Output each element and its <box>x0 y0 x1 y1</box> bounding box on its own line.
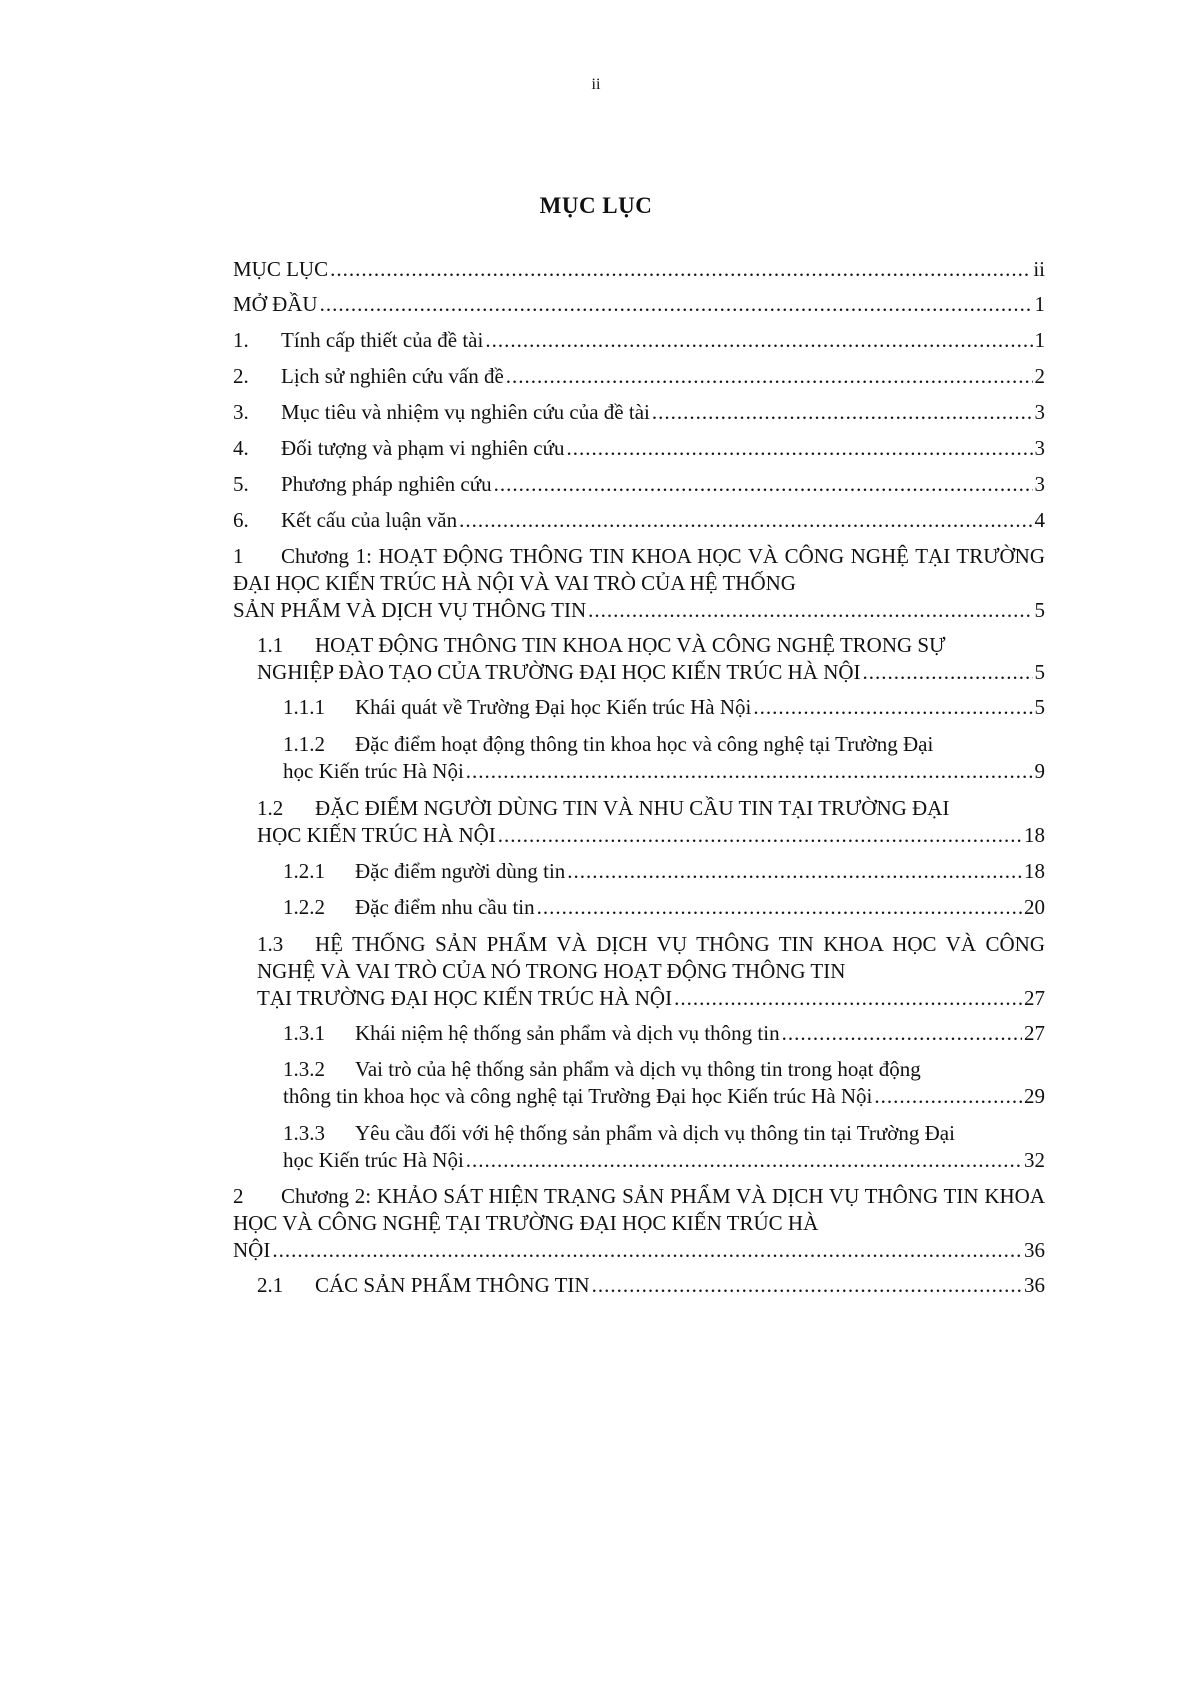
dot-leader <box>753 694 1032 721</box>
toc-entry-page: 36 <box>1024 1273 1045 1297</box>
toc-entry-number: 1.3 <box>257 932 284 956</box>
toc-entry-number: 2.1 <box>257 1273 284 1297</box>
page-number: ii <box>591 76 601 93</box>
dot-leader <box>485 327 1032 354</box>
dot-leader <box>272 1237 1022 1264</box>
dot-leader <box>498 822 1022 849</box>
dot-leader <box>330 256 1031 283</box>
toc-entry[interactable] <box>283 894 1045 921</box>
dot-leader <box>863 659 1033 686</box>
toc-entry-text-end: SẢN PHẨM VÀ DỊCH VỤ THÔNG TIN <box>233 598 587 622</box>
toc-entry-number: 1.1.1 <box>283 695 325 719</box>
toc-entry-text: MỤC LỤC <box>233 257 329 281</box>
toc-entry-number: 5. <box>233 472 249 496</box>
dot-leader <box>466 1147 1022 1174</box>
toc-entry[interactable] <box>283 858 1045 885</box>
toc-entry-page: 3 <box>1034 436 1045 460</box>
toc-entry[interactable] <box>233 507 1045 534</box>
toc-entry[interactable] <box>233 471 1045 498</box>
toc-entry[interactable] <box>233 291 1045 318</box>
toc-entry-number: 1.2.1 <box>283 859 325 883</box>
toc-entry-number: 1. <box>233 328 249 352</box>
toc-entry-page: 20 <box>1024 895 1045 919</box>
toc-entry-number: 1.3.1 <box>283 1021 325 1045</box>
dot-leader <box>320 291 1033 318</box>
toc-entry-number: 4. <box>233 436 249 460</box>
toc-entry-page: 18 <box>1024 823 1045 847</box>
dot-leader <box>652 399 1033 426</box>
toc-entry-text-end: học Kiến trúc Hà Nội <box>283 759 464 783</box>
toc-entry-page: 1 <box>1034 328 1045 352</box>
toc-entry-text: Mục tiêu và nhiệm vụ nghiên cứu của đề tài <box>281 400 650 424</box>
toc-entry[interactable] <box>257 632 1045 686</box>
dot-leader <box>592 1272 1022 1299</box>
toc-entry-text-end: NGHIỆP ĐÀO TẠO CỦA TRƯỜNG ĐẠI HỌC KIẾN TRÚC HÀ NỘI <box>257 660 861 684</box>
toc-entry-text: Kết cấu của luận văn <box>281 508 458 532</box>
toc-entry-number: 3. <box>233 400 249 424</box>
dot-leader <box>466 758 1033 785</box>
toc-entry-chapter[interactable] <box>233 1183 1045 1264</box>
toc-entry-text: Đối tượng và phạm vi nghiên cứu <box>281 436 565 460</box>
toc-entry-page: 27 <box>1024 986 1045 1010</box>
toc-entry-text: Đặc điểm nhu cầu tin <box>355 895 535 919</box>
toc-entry-text: CÁC SẢN PHẨM THÔNG TIN <box>315 1273 590 1297</box>
toc-entry-page: 1 <box>1034 292 1045 316</box>
toc-entry-text-end: học Kiến trúc Hà Nội <box>283 1148 464 1172</box>
dot-leader <box>567 858 1022 885</box>
toc-entry-number: 2. <box>233 364 249 388</box>
toc-entry-page: 3 <box>1034 400 1045 424</box>
toc-entry-text-end: NỘI <box>233 1238 271 1262</box>
toc-entry-number: 1.2.2 <box>283 895 325 919</box>
toc-entry-text: HOẠT ĐỘNG THÔNG TIN KHOA HỌC VÀ CÔNG NGHỆ TRONG SỰ <box>315 633 946 657</box>
toc-title: MỤC LỤC <box>539 193 653 218</box>
toc-entry-page: 9 <box>1034 759 1045 783</box>
toc-entry-number: 1.3.2 <box>283 1057 325 1081</box>
toc-entry-number: 1 <box>233 544 244 568</box>
toc-entry[interactable] <box>283 1120 1045 1174</box>
toc-entry[interactable] <box>233 435 1045 462</box>
toc-entry-text: Vai trò của hệ thống sản phẩm và dịch vụ thông tin trong hoạt động <box>355 1057 921 1081</box>
toc-entry-text: Đặc điểm hoạt động thông tin khoa học và công nghệ tại Trường Đại <box>355 732 934 756</box>
toc-entry-text: Phương pháp nghiên cứu <box>281 472 492 496</box>
toc-entry[interactable] <box>283 1020 1045 1047</box>
toc-entry-page: 5 <box>1034 660 1045 684</box>
toc-entry-page: 29 <box>1024 1084 1045 1108</box>
toc-entry-text: Chương 2: KHẢO SÁT HIỆN TRẠNG SẢN PHẨM VÀ DỊCH VỤ THÔNG TIN KHOA HỌC VÀ CÔNG NGHỆ TẠI TRƯỜNG ĐẠI HỌC KIẾN TRÚC HÀ <box>233 1184 1045 1235</box>
toc-entry-text: ĐẶC ĐIỂM NGƯỜI DÙNG TIN VÀ NHU CẦU TIN TẠI TRƯỜNG ĐẠI <box>315 796 950 820</box>
toc-entry-page: 5 <box>1034 598 1045 622</box>
toc-entry-text: Lịch sử nghiên cứu vấn đề <box>281 364 504 388</box>
toc-entry-text-end: thông tin khoa học và công nghệ tại Trường Đại học Kiến trúc Hà Nội <box>283 1084 873 1108</box>
toc-entry-text: Đặc điểm người dùng tin <box>355 859 566 883</box>
toc-entry-page: 18 <box>1024 859 1045 883</box>
toc-entry-number: 1.1.2 <box>283 732 325 756</box>
toc-entry[interactable] <box>233 327 1045 354</box>
toc-entry-number: 1.2 <box>257 796 284 820</box>
toc-entry[interactable] <box>257 1272 1045 1299</box>
dot-leader <box>537 894 1022 921</box>
toc-entry[interactable] <box>257 795 1045 849</box>
toc-entry-page: 32 <box>1024 1148 1045 1172</box>
toc-entry-number: 1.1 <box>257 633 284 657</box>
toc-entry-text: Yêu cầu đối với hệ thống sản phẩm và dịch vụ thông tin tại Trường Đại <box>355 1121 955 1145</box>
toc-entry-page: 4 <box>1034 508 1045 532</box>
toc-entry-number: 6. <box>233 508 249 532</box>
dot-leader <box>782 1020 1022 1047</box>
toc-entry-chapter[interactable] <box>233 543 1045 624</box>
toc-entry-page: 27 <box>1024 1021 1045 1045</box>
toc-entry-text: Khái niệm hệ thống sản phẩm và dịch vụ thông tin <box>355 1021 780 1045</box>
toc-entry-number: 2 <box>233 1184 244 1208</box>
toc-entry-text: MỞ ĐẦU <box>233 292 318 316</box>
toc-entry-page: 36 <box>1024 1238 1045 1262</box>
dot-leader <box>588 597 1032 624</box>
dot-leader <box>567 435 1033 462</box>
toc-entry-page: ii <box>1033 257 1045 281</box>
toc-entry-page: 5 <box>1034 695 1045 719</box>
toc-entry[interactable] <box>233 256 1045 283</box>
dot-leader <box>494 471 1033 498</box>
toc-entry[interactable] <box>283 731 1045 785</box>
toc-entry-page: 2 <box>1034 364 1045 388</box>
toc-entry-text-end: TẠI TRƯỜNG ĐẠI HỌC KIẾN TRÚC HÀ NỘI <box>257 986 673 1010</box>
toc-entry-number: 1.3.3 <box>283 1121 325 1145</box>
dot-leader <box>674 985 1022 1012</box>
toc-entry[interactable] <box>233 399 1045 426</box>
toc-entry-text-end: HỌC KIẾN TRÚC HÀ NỘI <box>257 823 496 847</box>
toc-entry-text: Tính cấp thiết của đề tài <box>281 328 484 352</box>
toc-entry[interactable] <box>283 1056 1045 1110</box>
toc-entry[interactable] <box>233 363 1045 390</box>
dot-leader <box>506 363 1033 390</box>
toc-entry[interactable] <box>257 931 1045 1012</box>
dot-leader <box>459 507 1032 534</box>
toc-entry-text: Khái quát về Trường Đại học Kiến trúc Hà Nội <box>355 695 752 719</box>
toc-entry-page: 3 <box>1034 472 1045 496</box>
toc-entry-text: HỆ THỐNG SẢN PHẨM VÀ DỊCH VỤ THÔNG TIN KHOA HỌC VÀ CÔNG NGHỆ VÀ VAI TRÒ CỦA NÓ TRONG HOẠT ĐỘNG THÔNG TIN <box>257 932 1045 983</box>
toc-entry[interactable] <box>283 694 1045 721</box>
toc-entry-text: Chương 1: HOẠT ĐỘNG THÔNG TIN KHOA HỌC VÀ CÔNG NGHỆ TẠI TRƯỜNG ĐẠI HỌC KIẾN TRÚC HÀ NỘI VÀ VAI TRÒ CỦA HỆ THỐNG <box>233 544 1045 595</box>
dot-leader <box>874 1083 1022 1110</box>
